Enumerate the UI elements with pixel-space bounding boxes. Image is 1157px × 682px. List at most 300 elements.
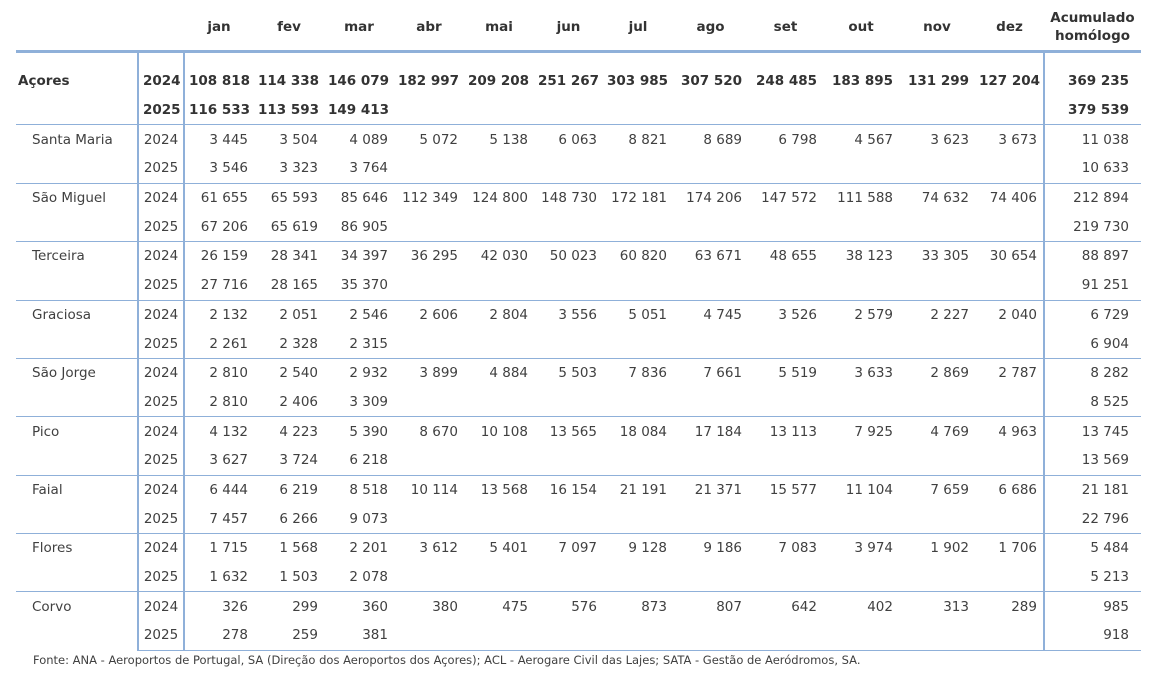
spacer-cell — [394, 52, 464, 68]
island-name-empty — [16, 212, 138, 241]
month-value-cell: 36 295 — [394, 242, 464, 271]
month-value-cell: 278 — [184, 621, 254, 650]
month-value-cell: 13 568 — [464, 475, 534, 504]
month-value-cell: 60 820 — [603, 242, 673, 271]
month-value-cell — [464, 504, 534, 533]
island-name: São Jorge — [16, 358, 138, 387]
month-value-cell: 112 349 — [394, 183, 464, 212]
month-value-cell — [823, 388, 899, 417]
year-cell: 2025 — [138, 271, 184, 300]
table-row — [16, 358, 1141, 387]
month-value-cell: 3 504 — [254, 125, 324, 154]
year-cell: 2025 — [138, 388, 184, 417]
island-name: Corvo — [16, 592, 138, 621]
month-value-cell: 2 540 — [254, 358, 324, 387]
month-value-cell: 8 670 — [394, 417, 464, 446]
month-value-cell: 6 444 — [184, 475, 254, 504]
month-value-cell: 86 905 — [340, 218, 388, 235]
month-value-cell — [823, 271, 899, 300]
month-value-cell — [464, 271, 534, 300]
month-value-cell — [748, 271, 823, 300]
month-value-cell — [534, 563, 603, 592]
month-value-cell — [975, 96, 1044, 125]
month-value-cell — [603, 563, 673, 592]
year-cell: 2025 — [138, 212, 184, 241]
month-value-cell: 63 671 — [673, 242, 748, 271]
month-value-cell: 2 804 — [464, 300, 534, 329]
header-month-11: dez — [975, 4, 1044, 52]
month-value-cell: 146 079 — [328, 73, 390, 90]
month-value-cell: 5 072 — [394, 125, 464, 154]
island-name: São Miguel — [16, 183, 138, 212]
month-value-cell: 9 073 — [349, 510, 388, 527]
month-value-cell — [975, 621, 1044, 650]
table-body — [16, 52, 1141, 651]
month-value-cell — [975, 271, 1044, 300]
month-value-cell: 2 787 — [975, 358, 1044, 387]
month-value-cell — [899, 621, 975, 650]
month-value-cell: 2 315 — [349, 335, 388, 352]
month-value-cell: 6 266 — [279, 510, 318, 527]
month-value-cell: 402 — [823, 592, 899, 621]
year-cell: 2024 — [138, 242, 184, 271]
spacer-cell — [464, 52, 534, 68]
month-value-cell: 4 884 — [464, 358, 534, 387]
month-value-cell — [899, 388, 975, 417]
month-value-cell — [899, 96, 975, 125]
spacer-cell — [324, 52, 394, 68]
month-value-cell — [673, 621, 748, 650]
table-row — [16, 212, 1141, 241]
month-value-cell: 10 108 — [464, 417, 534, 446]
month-value-cell: 8 689 — [673, 125, 748, 154]
month-value-cell — [748, 212, 823, 241]
month-value-cell — [823, 504, 899, 533]
island-name-empty — [16, 563, 138, 592]
table-row — [16, 417, 1141, 446]
spacer-cell — [254, 52, 324, 68]
month-value-cell: 30 654 — [975, 242, 1044, 271]
year-cell: 2024 — [138, 183, 184, 212]
month-value-cell: 172 181 — [603, 183, 673, 212]
accumulated-cell: 10 633 — [1044, 154, 1141, 183]
month-value-cell: 1 715 — [184, 534, 254, 563]
month-value-cell: 3 899 — [394, 358, 464, 387]
header-accumulated-line1: Acumulado — [1050, 10, 1135, 26]
month-value-cell — [823, 563, 899, 592]
month-value-cell: 65 593 — [254, 183, 324, 212]
month-value-cell: 2 328 — [279, 335, 318, 352]
month-value-cell — [673, 271, 748, 300]
table-row — [16, 271, 1141, 300]
month-value-cell — [464, 446, 534, 475]
accumulated-cell: 8 282 — [1044, 358, 1141, 387]
month-value-cell: 108 818 — [189, 73, 251, 90]
month-value-cell: 2 579 — [823, 300, 899, 329]
month-value-cell: 1 902 — [899, 534, 975, 563]
month-value-cell: 259 — [254, 621, 324, 650]
month-value-cell — [603, 212, 673, 241]
month-value-cell: 3 623 — [899, 125, 975, 154]
month-value-cell: 114 338 — [258, 73, 320, 90]
month-value-cell — [823, 154, 899, 183]
month-value-cell — [534, 446, 603, 475]
month-value-cell — [975, 329, 1044, 358]
island-name: Açores — [18, 73, 70, 90]
month-value-cell: 313 — [899, 592, 975, 621]
month-value-cell — [394, 271, 464, 300]
month-value-cell — [899, 154, 975, 183]
year-cell: 2024 — [138, 300, 184, 329]
month-value-cell: 251 267 — [538, 73, 600, 90]
month-value-cell: 2 810 — [184, 358, 254, 387]
month-value-cell: 248 485 — [755, 73, 817, 90]
month-value-cell — [899, 212, 975, 241]
table-row — [16, 563, 1141, 592]
month-value-cell: 21 191 — [603, 475, 673, 504]
accumulated-cell: 22 796 — [1044, 504, 1141, 533]
month-value-cell: 3 445 — [184, 125, 254, 154]
accumulated-cell: 13 745 — [1044, 417, 1141, 446]
accumulated-cell: 6 729 — [1044, 300, 1141, 329]
year-cell: 2025 — [138, 96, 184, 125]
accumulated-cell: 5 213 — [1044, 563, 1141, 592]
month-value-cell: 28 341 — [254, 242, 324, 271]
year-cell: 2025 — [138, 154, 184, 183]
table-row — [16, 67, 1141, 96]
month-value-cell: 3 526 — [748, 300, 823, 329]
month-value-cell: 2 201 — [324, 534, 394, 563]
month-value-cell: 3 724 — [279, 452, 318, 469]
month-value-cell: 3 974 — [823, 534, 899, 563]
table-row — [16, 446, 1141, 475]
month-value-cell — [394, 563, 464, 592]
month-value-cell: 35 370 — [340, 277, 388, 294]
month-value-cell — [394, 154, 464, 183]
month-value-cell: 360 — [324, 592, 394, 621]
month-value-cell: 149 413 — [328, 102, 390, 119]
month-value-cell — [823, 621, 899, 650]
spacer-cell — [899, 52, 975, 68]
accumulated-cell: 11 038 — [1044, 125, 1141, 154]
month-value-cell: 48 655 — [748, 242, 823, 271]
table-row — [16, 592, 1141, 621]
spacer-cell — [184, 52, 254, 68]
month-value-cell — [534, 212, 603, 241]
month-value-cell: 7 457 — [209, 510, 248, 527]
source-footnote: Fonte: ANA - Aeroportos de Portugal, SA (Direção dos Aeroportos dos Açores); ACL - Aerogare Civil das Lajes; SATA - Gestão de Aeródromos, SA. — [33, 653, 861, 667]
month-value-cell: 873 — [603, 592, 673, 621]
month-value-cell: 3 627 — [209, 452, 248, 469]
year-cell: 2024 — [138, 592, 184, 621]
month-value-cell: 50 023 — [534, 242, 603, 271]
header-accumulated-line2: homólogo — [1054, 28, 1131, 44]
month-value-cell: 7 097 — [534, 534, 603, 563]
month-value-cell: 5 138 — [464, 125, 534, 154]
month-value-cell: 7 836 — [603, 358, 673, 387]
month-value-cell: 9 186 — [673, 534, 748, 563]
month-value-cell — [534, 271, 603, 300]
accumulated-cell: 6 904 — [1044, 329, 1141, 358]
month-value-cell: 209 208 — [468, 73, 530, 90]
month-value-cell — [534, 329, 603, 358]
month-value-cell — [823, 96, 899, 125]
month-value-cell — [748, 563, 823, 592]
table-row — [16, 475, 1141, 504]
month-value-cell: 2 810 — [209, 393, 248, 410]
month-value-cell: 183 895 — [831, 73, 893, 90]
table-row — [16, 154, 1141, 183]
spacer-row — [16, 52, 1141, 68]
accumulated-cell: 985 — [1044, 592, 1141, 621]
month-value-cell: 13 113 — [748, 417, 823, 446]
accumulated-cell: 212 894 — [1044, 183, 1141, 212]
month-value-cell: 4 089 — [324, 125, 394, 154]
header-month-2: mar — [324, 4, 394, 52]
month-value-cell — [899, 563, 975, 592]
header-month-0: jan — [184, 4, 254, 52]
month-value-cell: 4 745 — [673, 300, 748, 329]
spacer-cell — [1044, 52, 1141, 68]
month-value-cell — [534, 154, 603, 183]
month-value-cell: 10 114 — [394, 475, 464, 504]
month-value-cell: 3 764 — [349, 160, 388, 177]
island-name: Santa Maria — [16, 125, 138, 154]
passenger-table — [16, 4, 1141, 651]
month-value-cell: 3 673 — [975, 125, 1044, 154]
month-value-cell: 18 084 — [603, 417, 673, 446]
month-value-cell: 3 323 — [279, 160, 318, 177]
header-month-5: jun — [534, 4, 603, 52]
month-value-cell: 3 309 — [349, 393, 388, 410]
month-value-cell: 6 218 — [349, 452, 388, 469]
header-month-3: abr — [394, 4, 464, 52]
month-value-cell — [394, 446, 464, 475]
month-value-cell — [975, 563, 1044, 592]
month-value-cell: 807 — [673, 592, 748, 621]
month-value-cell — [673, 96, 748, 125]
month-value-cell — [464, 329, 534, 358]
accumulated-cell: 379 539 — [1044, 96, 1141, 125]
month-value-cell — [748, 446, 823, 475]
month-value-cell: 26 159 — [184, 242, 254, 271]
month-value-cell — [603, 388, 673, 417]
table-row — [16, 388, 1141, 417]
island-name-empty — [16, 446, 138, 475]
accumulated-cell: 8 525 — [1044, 388, 1141, 417]
header-month-8: set — [748, 4, 823, 52]
month-value-cell — [534, 504, 603, 533]
table-row — [16, 534, 1141, 563]
month-value-cell: 61 655 — [184, 183, 254, 212]
month-value-cell: 2 078 — [349, 569, 388, 586]
header-row — [16, 4, 1141, 52]
month-value-cell — [534, 621, 603, 650]
month-value-cell: 5 503 — [534, 358, 603, 387]
month-value-cell — [394, 212, 464, 241]
month-value-cell: 6 686 — [975, 475, 1044, 504]
year-cell: 2024 — [138, 475, 184, 504]
year-cell: 2025 — [138, 563, 184, 592]
month-value-cell: 113 593 — [258, 102, 320, 119]
spacer-cell — [748, 52, 823, 68]
year-cell: 2024 — [138, 534, 184, 563]
island-name-empty — [16, 329, 138, 358]
header-month-10: nov — [899, 4, 975, 52]
month-value-cell: 1 503 — [279, 569, 318, 586]
spacer-cell — [534, 52, 603, 68]
month-value-cell — [394, 96, 464, 125]
month-value-cell: 6 219 — [254, 475, 324, 504]
month-value-cell: 2 227 — [899, 300, 975, 329]
month-value-cell: 2 261 — [209, 335, 248, 352]
month-value-cell — [899, 504, 975, 533]
month-value-cell — [823, 212, 899, 241]
month-value-cell: 5 401 — [464, 534, 534, 563]
island-name-empty — [16, 96, 138, 125]
month-value-cell — [603, 96, 673, 125]
month-value-cell: 3 633 — [823, 358, 899, 387]
month-value-cell: 380 — [394, 592, 464, 621]
month-value-cell — [673, 504, 748, 533]
month-value-cell: 74 406 — [975, 183, 1044, 212]
spacer-cell — [603, 52, 673, 68]
month-value-cell: 3 556 — [534, 300, 603, 329]
month-value-cell — [823, 446, 899, 475]
month-value-cell: 111 588 — [823, 183, 899, 212]
month-value-cell: 34 397 — [324, 242, 394, 271]
month-value-cell — [975, 504, 1044, 533]
month-value-cell: 65 619 — [270, 218, 318, 235]
month-value-cell: 5 390 — [324, 417, 394, 446]
month-value-cell — [748, 621, 823, 650]
month-value-cell — [673, 154, 748, 183]
month-value-cell — [603, 446, 673, 475]
month-value-cell — [673, 212, 748, 241]
month-value-cell — [748, 329, 823, 358]
header-month-7: ago — [673, 4, 748, 52]
accumulated-cell: 918 — [1044, 621, 1141, 650]
island-name-empty — [16, 621, 138, 650]
month-value-cell: 147 572 — [748, 183, 823, 212]
month-value-cell: 1 706 — [975, 534, 1044, 563]
month-value-cell: 15 577 — [748, 475, 823, 504]
month-value-cell — [899, 329, 975, 358]
month-value-cell: 7 661 — [673, 358, 748, 387]
island-name: Terceira — [16, 242, 138, 271]
month-value-cell — [673, 563, 748, 592]
spacer-cell — [975, 52, 1044, 68]
month-value-cell — [464, 388, 534, 417]
header-month-1: fev — [254, 4, 324, 52]
month-value-cell: 4 769 — [899, 417, 975, 446]
accumulated-cell: 91 251 — [1044, 271, 1141, 300]
month-value-cell: 5 051 — [603, 300, 673, 329]
year-cell: 2024 — [138, 358, 184, 387]
month-value-cell — [899, 446, 975, 475]
month-value-cell: 6 063 — [534, 125, 603, 154]
header-month-9: out — [823, 4, 899, 52]
month-value-cell: 21 371 — [673, 475, 748, 504]
month-value-cell — [673, 388, 748, 417]
month-value-cell: 13 565 — [534, 417, 603, 446]
year-cell: 2024 — [138, 67, 184, 96]
header-accumulated — [1044, 4, 1141, 52]
year-cell: 2025 — [138, 446, 184, 475]
island-name-empty — [16, 504, 138, 533]
month-value-cell — [394, 621, 464, 650]
table-row — [16, 504, 1141, 533]
month-value-cell — [603, 271, 673, 300]
month-value-cell: 299 — [254, 592, 324, 621]
month-value-cell: 124 800 — [464, 183, 534, 212]
table-header — [16, 4, 1141, 52]
header-month-6: jul — [603, 4, 673, 52]
month-value-cell: 148 730 — [534, 183, 603, 212]
accumulated-cell: 88 897 — [1044, 242, 1141, 271]
month-value-cell — [394, 504, 464, 533]
month-value-cell: 17 184 — [673, 417, 748, 446]
accumulated-cell: 5 484 — [1044, 534, 1141, 563]
year-cell: 2025 — [138, 504, 184, 533]
month-value-cell: 475 — [464, 592, 534, 621]
month-value-cell: 8 821 — [603, 125, 673, 154]
month-value-cell: 2 606 — [394, 300, 464, 329]
month-value-cell — [603, 621, 673, 650]
year-cell: 2025 — [138, 329, 184, 358]
month-value-cell: 27 716 — [200, 277, 248, 294]
month-value-cell — [673, 446, 748, 475]
month-value-cell — [603, 329, 673, 358]
month-value-cell: 3 612 — [394, 534, 464, 563]
month-value-cell: 85 646 — [324, 183, 394, 212]
month-value-cell: 642 — [748, 592, 823, 621]
month-value-cell: 7 925 — [823, 417, 899, 446]
month-value-cell — [748, 388, 823, 417]
spacer-cell — [823, 52, 899, 68]
month-value-cell: 2 546 — [324, 300, 394, 329]
header-month-4: mai — [464, 4, 534, 52]
month-value-cell: 28 165 — [270, 277, 318, 294]
month-value-cell — [534, 388, 603, 417]
island-name: Faial — [16, 475, 138, 504]
table-row — [16, 125, 1141, 154]
month-value-cell: 381 — [324, 621, 394, 650]
spacer-cell — [16, 52, 138, 68]
table-row — [16, 242, 1141, 271]
year-cell: 2024 — [138, 417, 184, 446]
month-value-cell — [464, 621, 534, 650]
month-value-cell: 4 567 — [823, 125, 899, 154]
month-value-cell: 2 040 — [975, 300, 1044, 329]
month-value-cell: 8 518 — [324, 475, 394, 504]
month-value-cell: 9 128 — [603, 534, 673, 563]
month-value-cell — [975, 154, 1044, 183]
month-value-cell — [394, 329, 464, 358]
accumulated-cell: 219 730 — [1044, 212, 1141, 241]
month-value-cell — [748, 96, 823, 125]
month-value-cell — [534, 96, 603, 125]
month-value-cell — [464, 154, 534, 183]
month-value-cell: 326 — [184, 592, 254, 621]
month-value-cell: 5 519 — [748, 358, 823, 387]
month-value-cell: 11 104 — [823, 475, 899, 504]
month-value-cell — [673, 329, 748, 358]
month-value-cell: 67 206 — [200, 218, 248, 235]
header-blank — [16, 4, 138, 52]
month-value-cell: 127 204 — [979, 73, 1041, 90]
month-value-cell: 3 546 — [209, 160, 248, 177]
